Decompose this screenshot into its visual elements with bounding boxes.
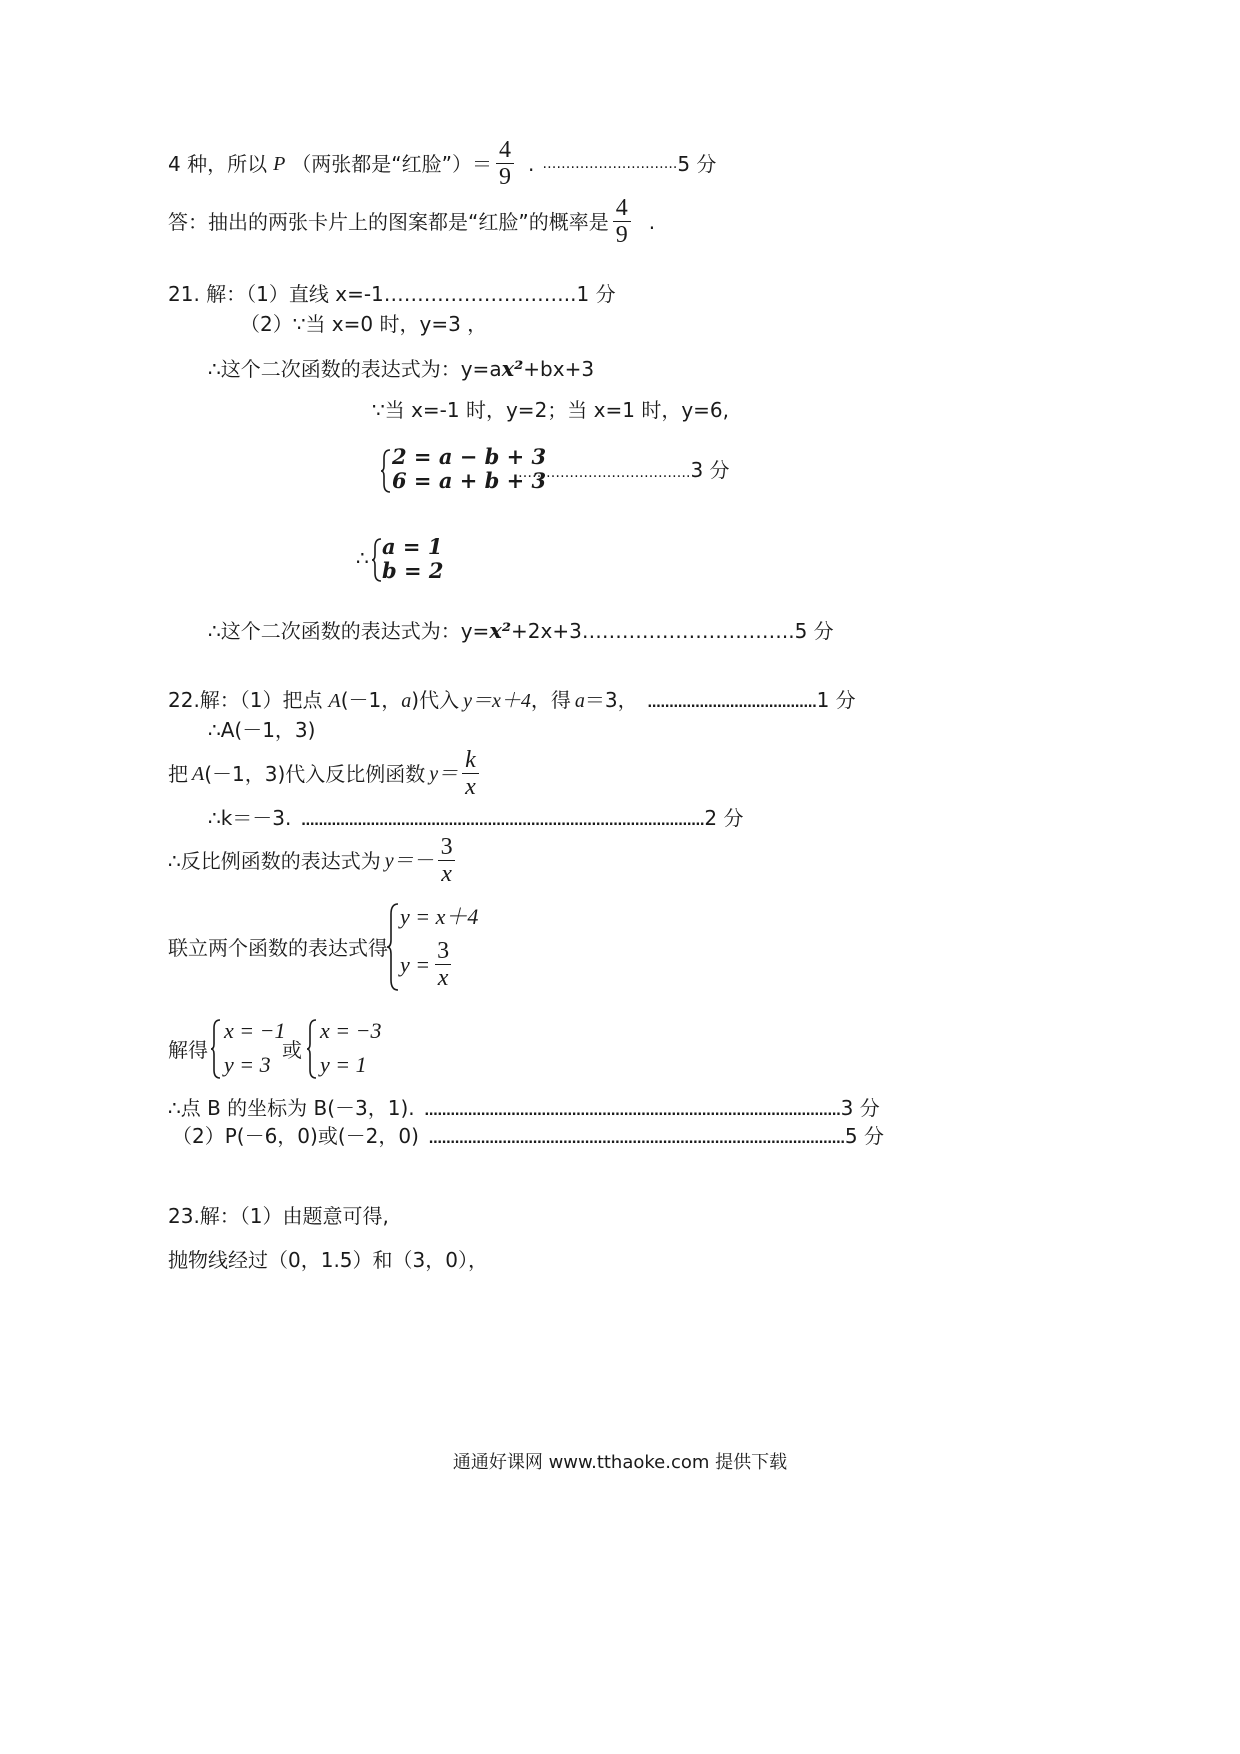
q22-head-mid1: (－1，: [340, 688, 402, 712]
q22-sub-fraction: [462, 748, 479, 800]
q22-sub-mid: (－1，3)代入反比例函数: [204, 762, 426, 786]
q20-line1: [168, 138, 716, 190]
q22-system-label: 联立两个函数的表达式得: [168, 936, 388, 960]
q21-final-line: [208, 620, 834, 641]
q20-fraction-2: [613, 196, 631, 248]
q22-inv-den: x: [438, 860, 455, 887]
q21-condition: ∵当 x=-1 时，y=2；当 x=1 时，y=6,: [372, 398, 730, 422]
q22-brace-sol2: [306, 1018, 318, 1080]
q22-head-A: A: [328, 690, 341, 712]
q22-k-score: 2 分: [704, 806, 744, 830]
q20-frac1-den: 9: [496, 163, 514, 190]
q22-sys2-pre: y =: [400, 952, 431, 977]
q21-final-post: +2x+3…………………………..5 分: [511, 619, 834, 643]
q22-s2b: y = 1: [320, 1052, 367, 1077]
q22-inv-y: y＝－: [384, 850, 434, 872]
q22-brace-sol1: [210, 1018, 222, 1080]
q21-eq1: 2 = a − b + 3: [392, 444, 547, 469]
q22-sub-y: y＝: [429, 763, 459, 785]
q21-eq2: 6 = a + b + 3: [392, 468, 547, 493]
q21-part2: （2）∵当 x=0 时，y=3 ，: [240, 312, 488, 336]
q22-k-line: [208, 808, 743, 828]
q22-head-a: a: [401, 690, 412, 712]
q22-head: [168, 690, 856, 711]
q22-pointA: ∴A(－1，3): [208, 718, 316, 742]
q20-line1-mid: （两张都是“红脸”）＝: [291, 152, 493, 176]
q22-s1b: y = 3: [224, 1052, 271, 1077]
q22-sub-den: x: [462, 773, 479, 800]
q21-head: 21. 解：（1）直线 x=-1………………………..1 分: [168, 282, 616, 306]
q22-part2-text: （2）P(－6，0)或(－2，0): [172, 1124, 419, 1148]
q22-k-leader: …………………………………………………………………………………: [301, 814, 705, 829]
q22-head-mid2: )代入: [411, 688, 460, 712]
q22-part2-line: [172, 1126, 884, 1146]
q20-line1-score: 5 分: [677, 152, 717, 176]
q20-answer-text: 答：抽出的两张卡片上的图案都是“红脸”的概率是: [168, 210, 609, 234]
q22-sub-A: A: [192, 763, 205, 785]
q22-k-text: ∴k＝－3.: [208, 806, 292, 830]
q21-brace-1: [380, 448, 392, 494]
q20-line1-pre: 4 种，所以: [168, 152, 268, 176]
q22-sys2-num: 3: [437, 937, 450, 964]
q22-or: 或: [282, 1038, 302, 1062]
q22-inverse-line: [168, 834, 460, 888]
q22-solve-label: 解得: [168, 1038, 208, 1062]
q22-substitute: [168, 748, 483, 800]
q21-form-post: +bx+3: [523, 357, 595, 381]
q22-head-eq: y＝x＋4: [463, 690, 531, 712]
q20-frac2-num: 4: [615, 194, 628, 221]
q20-answer-end: .: [648, 210, 656, 234]
q22-sys2-den: x: [435, 964, 452, 991]
q20-line1-P: P: [273, 153, 286, 175]
page-footer: 通通好课网 www.tthaoke.com 提供下载: [452, 1452, 788, 1473]
q22-head-score: 1 分: [816, 688, 856, 712]
q21-form-x2: x²: [501, 356, 524, 381]
q22-B-line: [168, 1098, 880, 1118]
q22-part2-leader: ……………………………………………………………………………………: [428, 1132, 845, 1147]
q22-head-pre: 22.解：（1）把点: [168, 688, 323, 712]
q22-s1a: x = −1: [224, 1018, 286, 1043]
q21-final-x2: x²: [489, 618, 512, 643]
q22-B-text: ∴点 B 的坐标为 B(－3，1).: [168, 1096, 415, 1120]
q22-head-mid3: ，得: [530, 688, 571, 712]
q21-eq-score: 3 分: [690, 458, 730, 482]
q21-therefore: ∴: [356, 546, 369, 570]
q21-form-line: [208, 358, 594, 379]
q22-sys1: y = x＋4: [400, 904, 479, 929]
q22-inv-pre: ∴反比例函数的表达式为: [168, 849, 381, 873]
q23-line2: 抛物线经过（0，1.5）和（3，0），: [168, 1248, 488, 1272]
q22-inv-num: 3: [440, 833, 453, 860]
q20-line1-dot: .: [528, 152, 535, 176]
q20-answer-line: [168, 196, 655, 248]
q22-B-score: 3 分: [840, 1096, 880, 1120]
q22-sys2-fraction: [434, 939, 452, 991]
q21-sol2: b = 2: [382, 558, 444, 583]
q21-eq-score-line: [518, 460, 730, 480]
q22-s2a: x = −3: [320, 1018, 382, 1043]
q22-B-leader: ……………………………………………………………………………………: [424, 1104, 841, 1119]
q20-line1-leader: ………………………..: [542, 156, 678, 172]
q20-frac2-den: 9: [613, 221, 631, 248]
q22-head-res: ＝3，: [584, 688, 638, 712]
q22-head-leader: …………………………………: [647, 696, 817, 711]
q23-head: 23.解：（1）由题意可得,: [168, 1204, 389, 1228]
q21-form-pre: ∴这个二次函数的表达式为：y=a: [208, 357, 502, 381]
q22-brace-system: [386, 902, 400, 992]
q20-frac1-num: 4: [499, 136, 512, 163]
q20-fraction-1: [496, 138, 514, 190]
q22-sub-num: k: [465, 746, 476, 773]
q21-final-pre: ∴这个二次函数的表达式为：y=: [208, 619, 490, 643]
q22-part2-score: 5 分: [844, 1124, 884, 1148]
q21-eq-leader: ……………………………….: [518, 465, 691, 481]
q22-head-a2: a: [574, 690, 585, 712]
q22-sub-pre: 把: [168, 762, 188, 786]
q22-sys2: [400, 938, 456, 992]
q22-inv-fraction: [438, 835, 456, 887]
q21-sol1: a = 1: [382, 534, 443, 559]
